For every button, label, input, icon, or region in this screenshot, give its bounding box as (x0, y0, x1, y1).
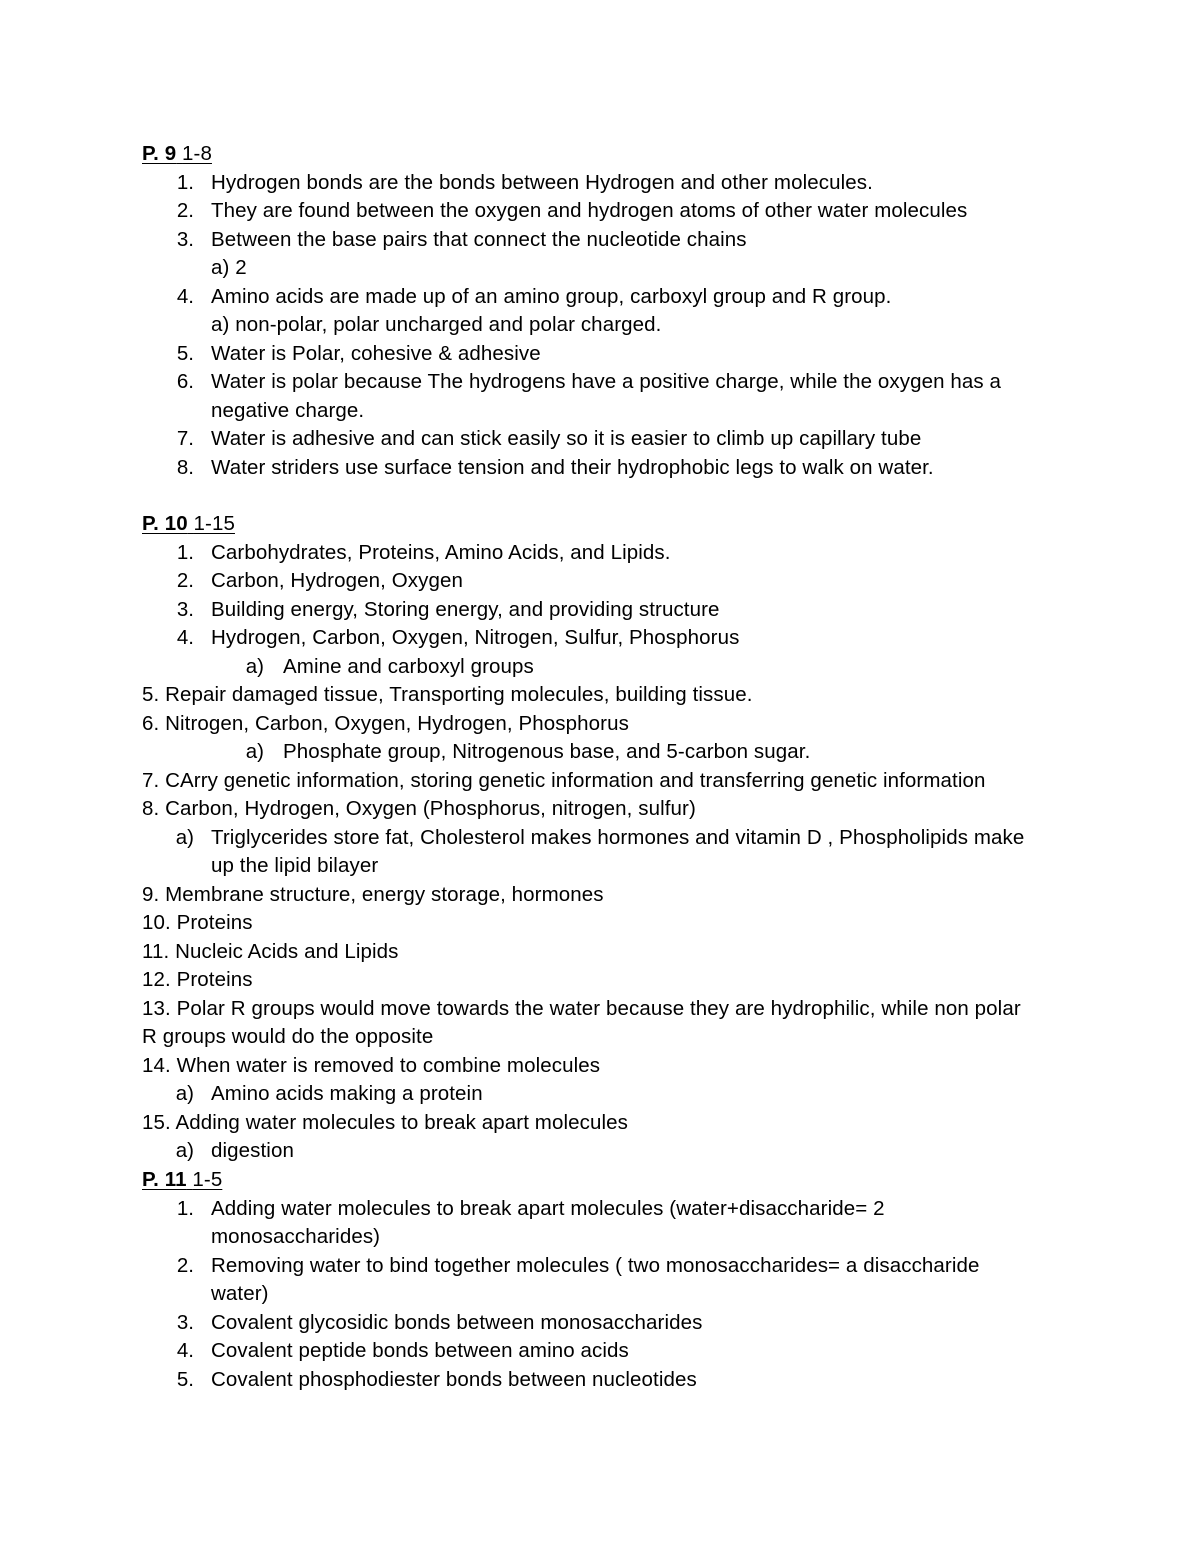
p10-num-4: 4. (176, 626, 194, 649)
p11-num-3: 3. (176, 1311, 194, 1334)
p10-item-6: 6. Nitrogen, Carbon, Oxygen, Hydrogen, Phosphorus (142, 712, 629, 735)
p10-item-1: Carbohydrates, Proteins, Amino Acids, and Lipids. (211, 541, 671, 564)
p9-item-3: Between the base pairs that connect the nucleotide chains (211, 228, 747, 251)
p11-num-2: 2. (176, 1254, 194, 1277)
p10-num-15a: a) (175, 1139, 194, 1162)
p9-item-2: They are found between the oxygen and hydrogen atoms of other water molecules (211, 199, 968, 222)
p9-num-6: 6. (176, 370, 194, 393)
p10-item-8: 8. Carbon, Hydrogen, Oxygen (Phosphorus, nitrogen, sulfur) (142, 797, 696, 820)
p10-item-10: 10. Proteins (142, 911, 253, 934)
p10-item-8a-cont: up the lipid bilayer (211, 854, 379, 877)
p9-item-8: Water striders use surface tension and their hydrophobic legs to walk on water. (211, 456, 934, 479)
p10-item-15a: digestion (211, 1139, 294, 1162)
p10-item-15: 15. Adding water molecules to break apart molecules (142, 1111, 628, 1134)
p9-num-1: 1. (176, 171, 194, 194)
p11-num-1: 1. (176, 1197, 194, 1220)
p10-item-14a: Amino acids making a protein (211, 1082, 483, 1105)
p10-item-8a: Triglycerides store fat, Cholesterol makes hormones and vitamin D , Phospholipids make (211, 826, 1025, 849)
p9-num-2: 2. (176, 199, 194, 222)
p11-item-2-cont: water) (211, 1282, 269, 1305)
p10-item-3: Building energy, Storing energy, and providing structure (211, 598, 720, 621)
p9-item-4a: a) non-polar, polar uncharged and polar charged. (211, 313, 662, 336)
p10-item-13-cont: R groups would do the opposite (142, 1025, 434, 1048)
p10-item-5: 5. Repair damaged tissue, Transporting molecules, building tissue. (142, 683, 753, 706)
p9-num-5: 5. (176, 342, 194, 365)
p10-item-6a: Phosphate group, Nitrogenous base, and 5-carbon sugar. (283, 740, 811, 763)
p11-num-4: 4. (176, 1339, 194, 1362)
p10-item-11: 11. Nucleic Acids and Lipids (142, 940, 399, 963)
p10-item-2: Carbon, Hydrogen, Oxygen (211, 569, 463, 592)
p10-item-7: 7. CArry genetic information, storing genetic information and transferring genetic information (142, 769, 986, 792)
p11-item-4: Covalent peptide bonds between amino acids (211, 1339, 629, 1362)
p11-num-5: 5. (176, 1368, 194, 1391)
p10-item-12: 12. Proteins (142, 968, 253, 991)
p9-item-3a: a) 2 (211, 256, 247, 279)
p9-item-5: Water is Polar, cohesive & adhesive (211, 342, 541, 365)
p10-item-4a: Amine and carboxyl groups (283, 655, 534, 678)
p10-item-9: 9. Membrane structure, energy storage, hormones (142, 883, 604, 906)
p10-item-4: Hydrogen, Carbon, Oxygen, Nitrogen, Sulfur, Phosphorus (211, 626, 740, 649)
p9-item-6: Water is polar because The hydrogens have a positive charge, while the oxygen has a (211, 370, 1002, 393)
p10-item-13: 13. Polar R groups would move towards the water because they are hydrophilic, while non polar (142, 997, 1021, 1020)
p9-item-4: Amino acids are made up of an amino group, carboxyl group and R group. (211, 285, 892, 308)
p11-item-5: Covalent phosphodiester bonds between nucleotides (211, 1368, 697, 1391)
p10-num-6a: a) (245, 740, 264, 763)
p10-num-8a: a) (175, 826, 194, 849)
p9-num-7: 7. (176, 427, 194, 450)
p11-item-3: Covalent glycosidic bonds between monosaccharides (211, 1311, 703, 1334)
p10-num-4a: a) (245, 655, 264, 678)
heading-p10: P. 10 1-15 (142, 512, 235, 535)
p11-item-1: Adding water molecules to break apart molecules (water+disaccharide= 2 (211, 1197, 885, 1220)
p10-item-14: 14. When water is removed to combine molecules (142, 1054, 601, 1077)
p10-num-1: 1. (176, 541, 194, 564)
p10-num-2: 2. (176, 569, 194, 592)
heading-p11: P. 11 1-5 (142, 1168, 223, 1191)
p11-item-2: Removing water to bind together molecules ( two monosaccharides= a disaccharide (211, 1254, 980, 1277)
p9-num-4: 4. (176, 285, 194, 308)
p9-item-6-cont: negative charge. (211, 399, 365, 422)
p10-num-3: 3. (176, 598, 194, 621)
p9-item-1: Hydrogen bonds are the bonds between Hydrogen and other molecules. (211, 171, 873, 194)
p9-num-8: 8. (176, 456, 194, 479)
p11-item-1-cont: monosaccharides) (211, 1225, 381, 1248)
p9-item-7: Water is adhesive and can stick easily so it is easier to climb up capillary tube (211, 427, 922, 450)
p10-num-14a: a) (175, 1082, 194, 1105)
heading-p9: P. 9 1-8 (142, 142, 212, 165)
p9-num-3: 3. (176, 228, 194, 251)
